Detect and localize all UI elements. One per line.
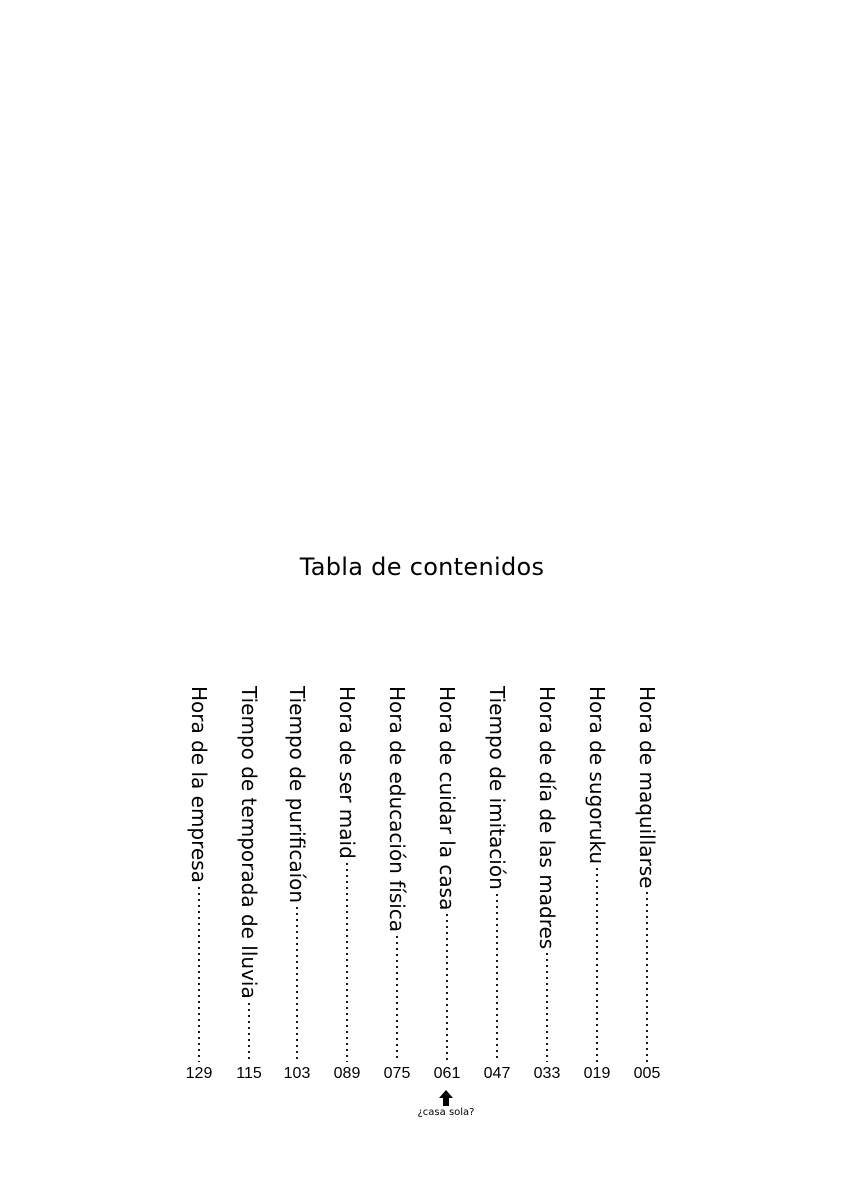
toc-entry-page: 019 (583, 1065, 611, 1082)
toc-entry-title: Hora de cuidar la casa (435, 686, 459, 911)
toc-entry-title: Hora de la empresa (187, 686, 211, 883)
toc-entry-page: 075 (383, 1065, 411, 1082)
toc-entry-title: Hora de ser maid (335, 686, 359, 859)
arrow-up-icon (439, 1090, 453, 1106)
toc-entry-title: Hora de educación física (385, 686, 409, 933)
toc-entry-title: Hora de día de las madres (535, 686, 559, 950)
toc-entry-title: Tiempo de purificaíon (285, 686, 309, 904)
toc-entry-page: 061 (433, 1065, 461, 1082)
dot-leader (580, 866, 614, 1062)
toc-entry-page: 089 (333, 1065, 361, 1082)
toc-entry-page: 115 (236, 1065, 262, 1082)
toc-entry-page: 005 (633, 1065, 661, 1082)
toc-entry-title: Tiempo de temporada de lluvia (237, 686, 261, 999)
translator-note-text: ¿casa sola? (417, 1107, 475, 1118)
toc-entry-page: 033 (533, 1065, 561, 1082)
dot-leader (330, 861, 364, 1062)
dot-leader (430, 912, 464, 1062)
dot-leader (530, 951, 564, 1062)
dot-leader (232, 1001, 266, 1062)
toc-entry-title: Hora de sugoruku (585, 686, 609, 865)
toc-entry-page: 129 (185, 1065, 213, 1082)
toc-entry-title: Tiempo de imitación (485, 686, 509, 890)
dot-leader (182, 885, 216, 1062)
dot-leader (380, 934, 414, 1062)
dot-leader (280, 905, 314, 1062)
toc-entry-title: Hora de maquillarse (635, 686, 659, 889)
dot-leader (630, 890, 664, 1062)
toc-entry-page: 103 (283, 1065, 311, 1082)
toc-entry-page: 047 (483, 1065, 511, 1082)
translator-note (400, 1090, 492, 1120)
dot-leader (480, 892, 514, 1062)
page-title: Tabla de contenidos (299, 553, 545, 581)
